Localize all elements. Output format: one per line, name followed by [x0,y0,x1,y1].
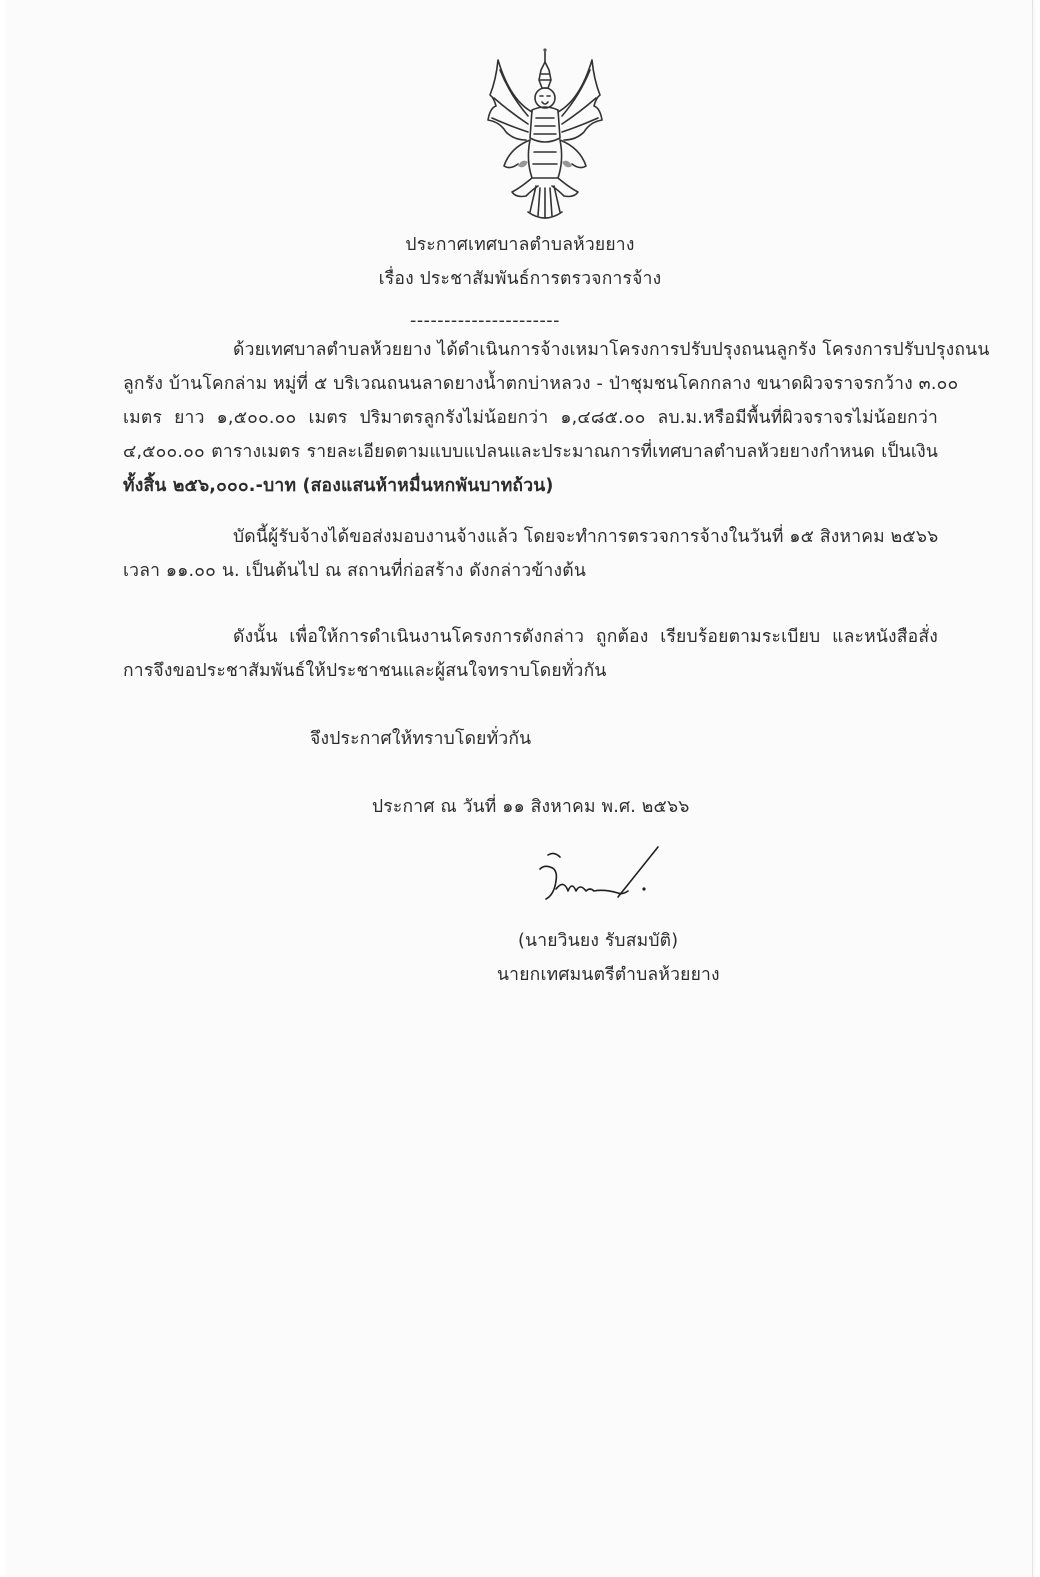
paragraph2-line2: เวลา ๑๑.๐๐ น. เป็นต้นไป ณ สถานที่ก่อสร้าง ดังกล่าวข้างต้น [123,561,587,581]
signatory-position: นายกเทศมนตรีตำบลห้วยยาง [497,965,720,985]
paragraph3-line1: ดังนั้น เพื่อให้การดำเนินงานโครงการดังกล่าว ถูกต้อง เรียบร้อยตามระเบียบ และหนังสือสั่ง [233,627,938,647]
document-subject: เรื่อง ประชาสัมพันธ์การตรวจการจ้าง [378,269,662,289]
paragraph1-line4: ๔,๕๐๐.๐๐ ตารางเมตร รายละเอียดตามแบบแปลนและประมาณการที่เทศบาลตำบลห้วยยางกำหนด เป็นเงิน [123,442,938,462]
paragraph3-line2: การจึงขอประชาสัมพันธ์ให้ประชาชนและผู้สนใจทราบโดยทั่วกัน [123,661,607,681]
paragraph1-line1: ด้วยเทศบาลตำบลห้วยยาง ได้ดำเนินการจ้างเหมาโครงการปรับปรุงถนนลูกรัง โครงการปรับปรุงถนน [233,340,990,360]
paragraph1-line3: เมตร ยาว ๑,๕๐๐.๐๐ เมตร ปริมาตรลูกรังไม่น้อยกว่า ๑,๔๘๕.๐๐ ลบ.ม.หรือมีพื้นที่ผิวจราจรไม่น้อยกว่า [123,408,938,428]
garuda-emblem-icon [470,40,620,225]
signatory-name: (นายวินยง รับสมบัติ) [518,931,679,951]
paragraph1-line2: ลูกรัง บ้านโคกล่าม หมู่ที่ ๕ บริเวณถนนลาดยางน้ำตกบ่าหลวง - ป่าชุมชนโคกกลาง ขนาดผิวจราจรกว้าง ๓.๐๐ [123,374,959,394]
document-title: ประกาศเทศบาลตำบลห้วยยาง [405,235,635,255]
header-divider: ---------------------- [410,311,560,331]
paragraph1-line5-amount: ทั้งสิ้น ๒๕๖,๐๐๐.-บาท (สองแสนห้าหมื่นหกพันบาทถ้วน) [123,476,554,496]
paragraph2-line1: บัดนี้ผู้รับจ้างได้ขอส่งมอบงานจ้างแล้ว โดยจะทำการตรวจการจ้างในวันที่ ๑๕ สิงหาคม ๒๕๖๖ [233,527,939,547]
announcement-date: ประกาศ ณ วันที่ ๑๑ สิงหาคม พ.ศ. ๒๕๖๖ [372,797,690,817]
closing-statement: จึงประกาศให้ทราบโดยทั่วกัน [310,729,532,749]
handwritten-signature [532,845,662,915]
